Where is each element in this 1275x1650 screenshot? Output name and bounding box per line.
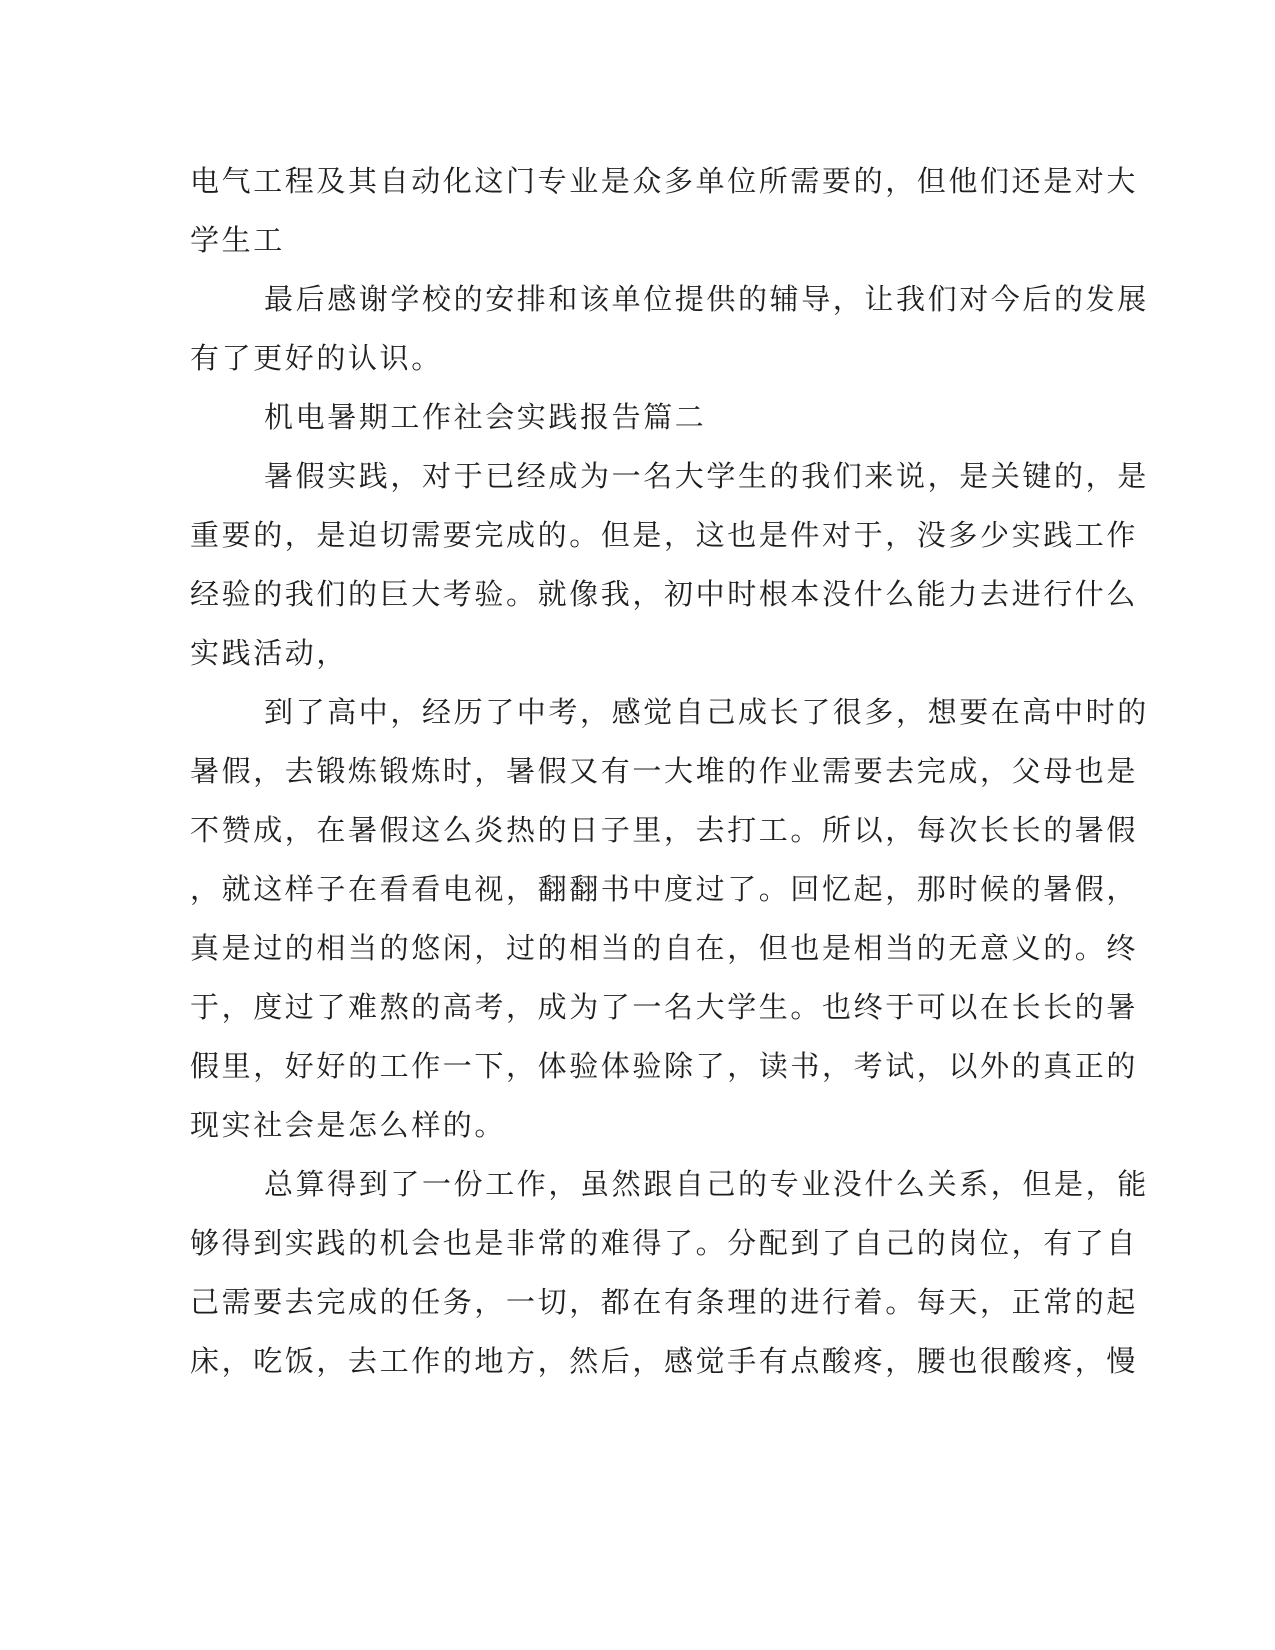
- document-body: [190, 152, 1149, 1391]
- paragraph-start-line: 到了高中，经历了中考，感觉自己成长了很多，想要在高中时的: [264, 695, 1149, 729]
- text-line: 现实社会是怎么样的。: [190, 1108, 507, 1142]
- paragraph-start-line: 暑假实践，对于已经成为一名大学生的我们来说，是关键的，是: [264, 459, 1149, 493]
- text-line: 假里，好好的工作一下，体验体验除了，读书，考试，以外的真正的: [190, 1049, 1139, 1083]
- text-line: 学生工: [190, 223, 285, 257]
- section-heading: 机电暑期工作社会实践报告篇二: [264, 400, 707, 434]
- text-line: 有了更好的认识。: [190, 341, 443, 375]
- paragraph-start-line: 总算得到了一份工作，虽然跟自己的专业没什么关系，但是，能: [264, 1167, 1149, 1201]
- text-line: 真是过的相当的悠闲，过的相当的自在，但也是相当的无意义的。终: [190, 931, 1139, 965]
- text-line: 不赞成，在暑假这么炎热的日子里，去打工。所以，每次长长的暑假: [190, 813, 1139, 847]
- text-line: 己需要去完成的任务，一切，都在有条理的进行着。每天，正常的起: [190, 1285, 1139, 1319]
- text-line: 经验的我们的巨大考验。就像我，初中时根本没什么能力去进行什么: [190, 577, 1139, 611]
- text-line: ，就这样子在看看电视，翻翻书中度过了。回忆起，那时候的暑假，: [190, 872, 1139, 906]
- text-line: 电气工程及其自动化这门专业是众多单位所需要的，但他们还是对大: [190, 164, 1139, 198]
- text-line: 于，度过了难熬的高考，成为了一名大学生。也终于可以在长长的暑: [190, 990, 1139, 1024]
- text-line: 够得到实践的机会也是非常的难得了。分配到了自己的岗位，有了自: [190, 1226, 1139, 1260]
- text-line: 重要的，是迫切需要完成的。但是，这也是件对于，没多少实践工作: [190, 518, 1139, 552]
- text-line: 实践活动，: [190, 636, 349, 670]
- text-line: 暑假，去锻炼锻炼时，暑假又有一大堆的作业需要去完成，父母也是: [190, 754, 1139, 788]
- paragraph-start-line: 最后感谢学校的安排和该单位提供的辅导，让我们对今后的发展: [264, 282, 1149, 316]
- text-line: 床，吃饭，去工作的地方，然后，感觉手有点酸疼，腰也很酸疼，慢: [190, 1344, 1139, 1378]
